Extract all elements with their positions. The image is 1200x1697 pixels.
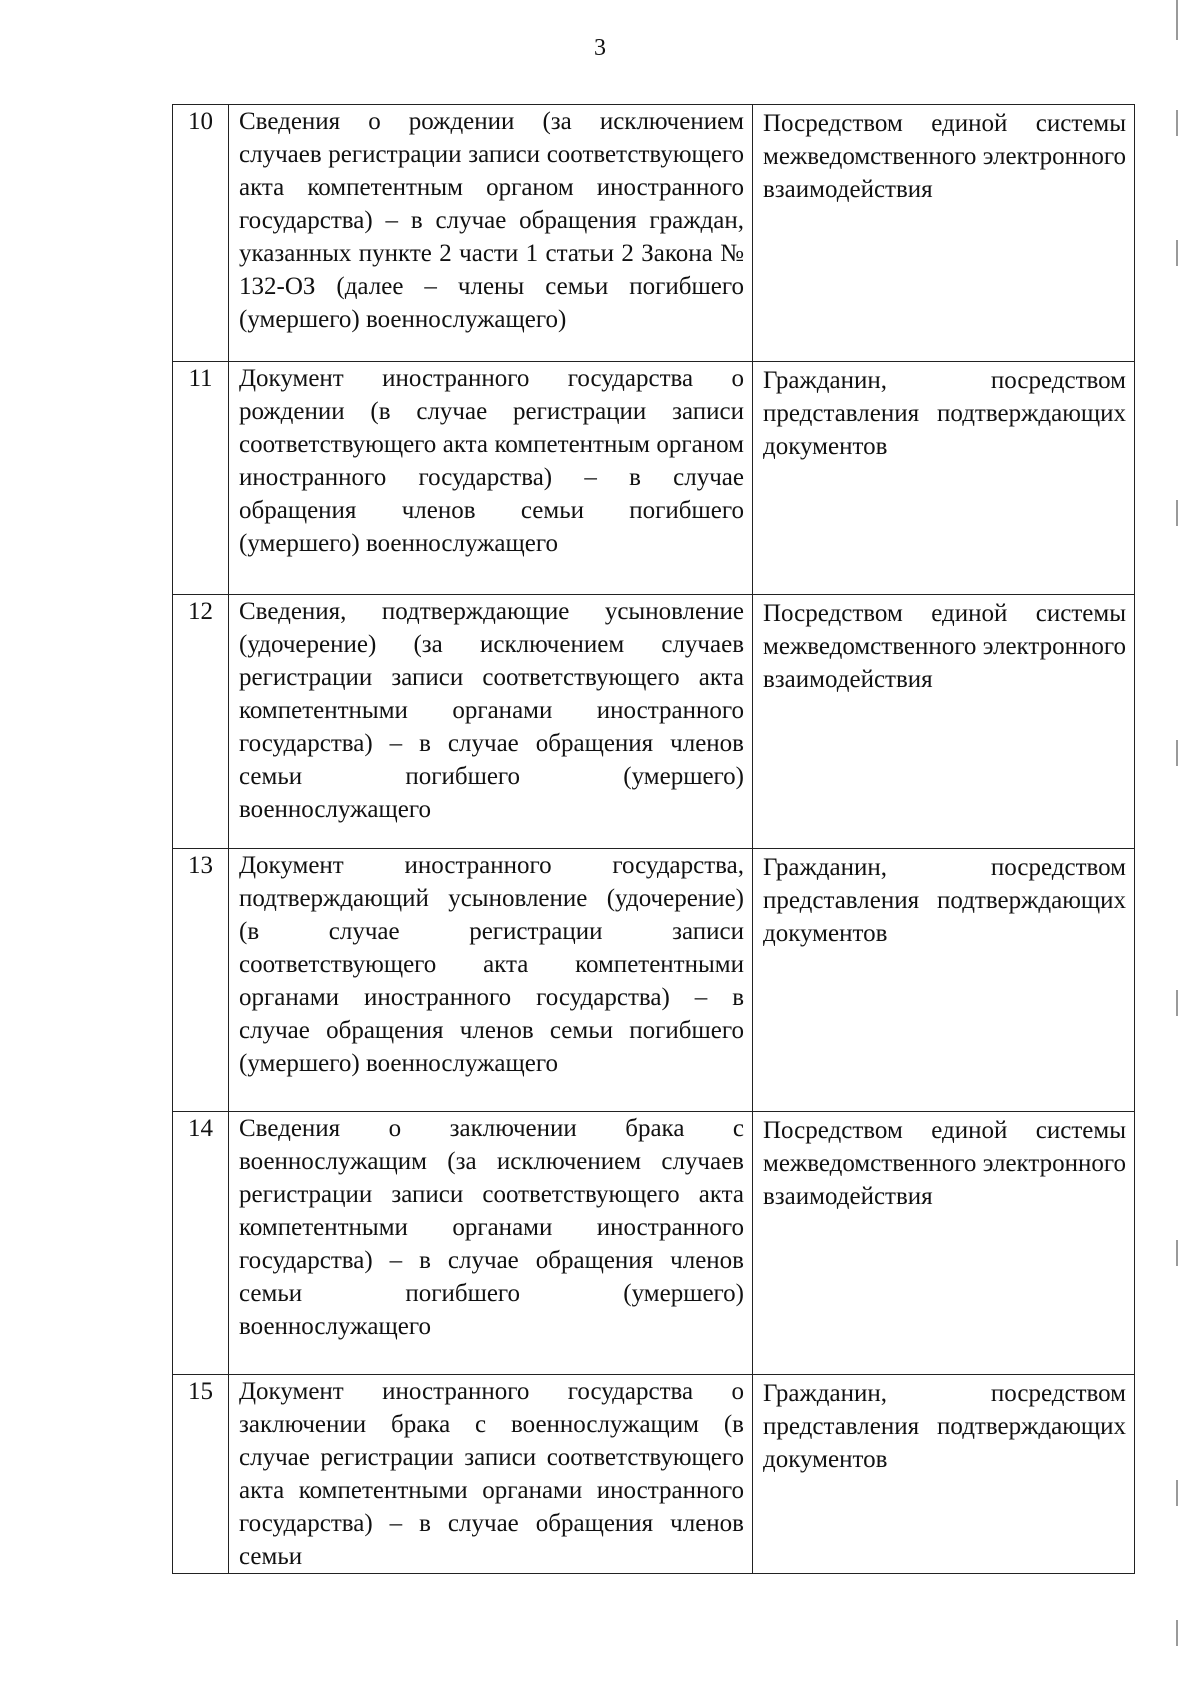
table-row <box>173 105 1135 362</box>
row-number: 10 <box>173 105 229 362</box>
submission-method: Гражданин, посредством представления подтверждающих документов <box>753 849 1135 1112</box>
scan-edge-mark <box>1176 0 1178 40</box>
row-number: 11 <box>173 362 229 595</box>
row-number: 15 <box>173 1375 229 1574</box>
document-description: Сведения о заключении брака с военнослужащим (за исключением случаев регистрации записи соответствующего акта компетентными органами иностранного государства) – в случае обращения членов семьи погибшего (умершего) военнослужащего <box>229 1112 753 1375</box>
row-number: 13 <box>173 849 229 1112</box>
row-number: 12 <box>173 595 229 849</box>
row-number: 14 <box>173 1112 229 1375</box>
submission-method: Посредством единой системы межведомственного электронного взаимодействия <box>753 105 1135 362</box>
scan-edge-mark <box>1176 1240 1178 1266</box>
scan-edge-mark <box>1176 240 1178 266</box>
document-description: Сведения, подтверждающие усыновление (удочерение) (за исключением случаев регистрации записи соответствующего акта компетентными органами иностранного государства) – в случае обращения членов семьи погибшего (умершего) военнослужащего <box>229 595 753 849</box>
page-number: 3 <box>594 35 606 61</box>
submission-method: Гражданин, посредством представления подтверждающих документов <box>753 1375 1135 1574</box>
table-row <box>173 362 1135 595</box>
scan-edge-mark <box>1176 1480 1178 1506</box>
document-description: Сведения о рождении (за исключением случаев регистрации записи соответствующего акта компетентным органом иностранного государства) – в случае обращения граждан, указанных пункте 2 части 1 статьи 2 Закона № 132-ОЗ (далее – члены семьи погибшего (умершего) военнослужащего) <box>229 105 753 362</box>
scan-edge-mark <box>1176 110 1178 136</box>
table-row <box>173 1112 1135 1375</box>
scan-edge-mark <box>1176 500 1178 526</box>
submission-method: Посредством единой системы межведомственного электронного взаимодействия <box>753 595 1135 849</box>
submission-method: Гражданин, посредством представления подтверждающих документов <box>753 362 1135 595</box>
documents-table <box>172 104 1135 1574</box>
document-description: Документ иностранного государства о рождении (в случае регистрации записи соответствующего акта компетентным органом иностранного государства) – в случае обращения членов семьи погибшего (умершего) военнослужащего <box>229 362 753 595</box>
document-description: Документ иностранного государства, подтверждающий усыновление (удочерение) (в случае регистрации записи соответствующего акта компетентными органами иностранного государства) – в случае обращения членов семьи погибшего (умершего) военнослужащего <box>229 849 753 1112</box>
submission-method: Посредством единой системы межведомственного электронного взаимодействия <box>753 1112 1135 1375</box>
document-description: Документ иностранного государства о заключении брака с военнослужащим (в случае регистрации записи соответствующего акта компетентными органами иностранного государства) – в случае обращения членов семьи <box>229 1375 753 1574</box>
table-row <box>173 849 1135 1112</box>
scan-edge-mark <box>1176 1620 1178 1646</box>
table-row <box>173 1375 1135 1574</box>
scan-edge-mark <box>1176 990 1178 1016</box>
table-row <box>173 595 1135 849</box>
scan-edge-mark <box>1176 740 1178 766</box>
